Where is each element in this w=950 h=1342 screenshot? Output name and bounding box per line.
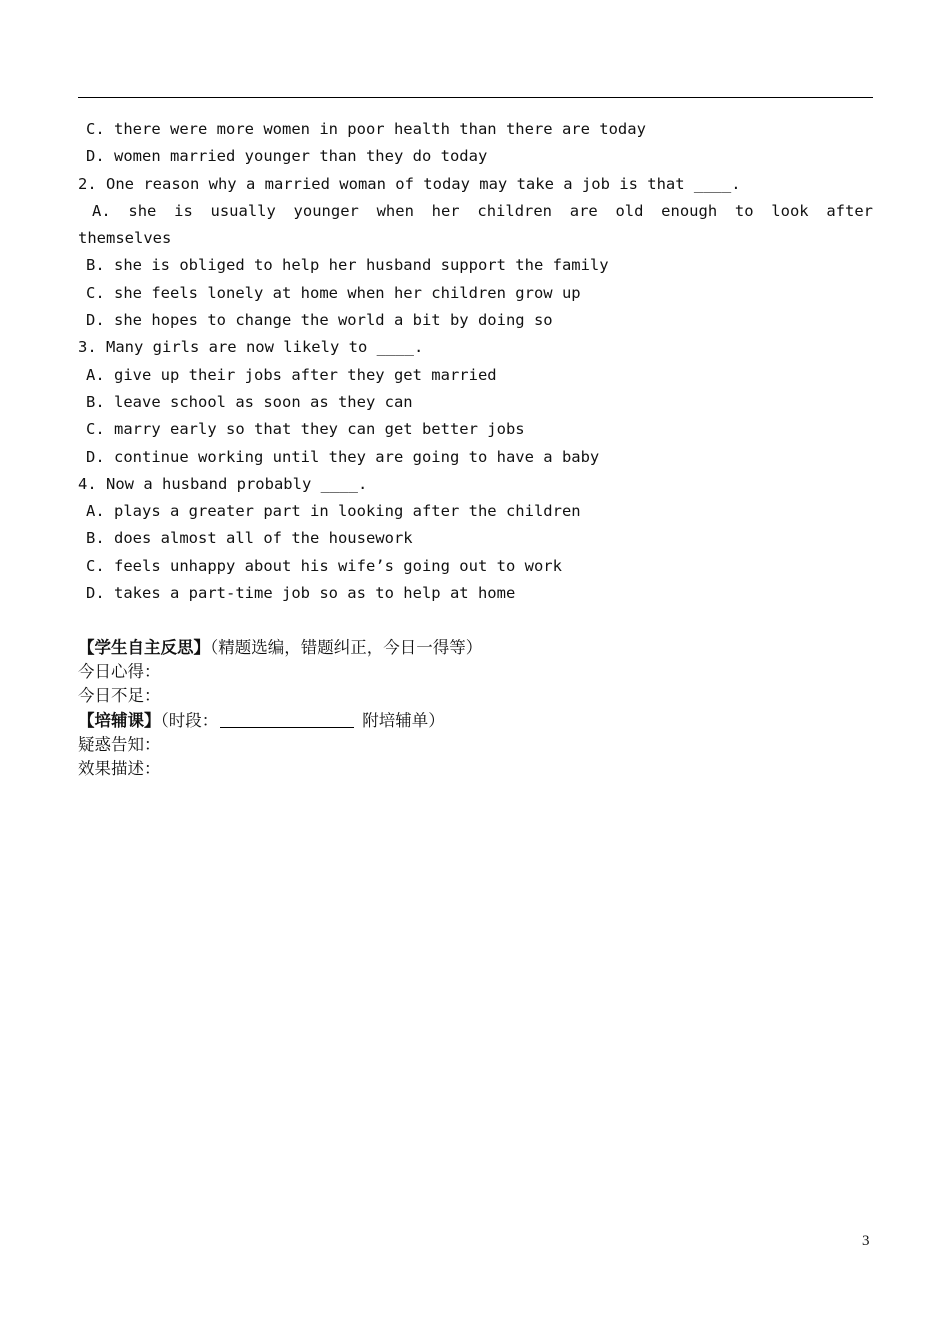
reflection-section: [78, 636, 873, 781]
question-stem: 2. One reason why a married woman of today may take a job is that ____.: [78, 174, 741, 193]
option-letter: D.: [86, 147, 105, 166]
option-text: plays a greater part in looking after the children: [114, 502, 581, 521]
option-text: she hopes to change the world a bit by doing so: [114, 311, 553, 330]
option-letter: A.: [86, 365, 105, 384]
option-line: [78, 362, 873, 389]
option-line: [78, 389, 873, 416]
option-text: women married younger than they do today: [114, 147, 488, 166]
option-text: marry early so that they can get better jobs: [114, 420, 525, 439]
tutoring-heading-row: [78, 709, 873, 733]
time-blank-line[interactable]: [220, 711, 354, 728]
option-text: takes a part-time job so as to help at home: [114, 584, 516, 603]
question-stem: 3. Many girls are now likely to ____.: [78, 338, 424, 357]
option-line: [78, 116, 873, 143]
doubts-label: 疑惑告知：: [78, 734, 161, 754]
option-line: [78, 553, 873, 580]
option-line: [78, 143, 873, 170]
option-text: continue working until they are going to have a baby: [114, 447, 600, 466]
option-line-continuation: themselves: [78, 229, 172, 248]
option-line: [78, 498, 873, 525]
reflection-heading: 【学生自主反思】: [78, 638, 210, 657]
reflection-heading-note: （精题选编，错题纠正，今日一得等）: [210, 638, 483, 657]
option-line: [78, 307, 873, 334]
option-letter: B.: [86, 392, 105, 411]
option-text: she feels lonely at home when her children grow up: [114, 283, 581, 302]
option-letter: D.: [86, 447, 105, 466]
option-line: [78, 444, 873, 471]
option-line: [78, 416, 873, 443]
option-line: [78, 252, 873, 279]
tutoring-heading: 【培辅课】: [78, 710, 161, 730]
option-text: give up their jobs after they get married: [114, 365, 497, 384]
option-letter: D.: [86, 311, 105, 330]
option-letter: C.: [86, 556, 105, 575]
option-text: leave school as soon as they can: [114, 392, 413, 411]
shortfall-label: 今日不足：: [78, 686, 161, 706]
option-letter: B.: [86, 256, 105, 275]
tutoring-attachment-note: 附培辅单）: [362, 710, 445, 730]
question-content: [78, 116, 873, 607]
option-text: she is obliged to help her husband support the family: [114, 256, 609, 275]
option-letter: B.: [86, 529, 105, 548]
option-line-wrapped: A. she is usually younger when her children are old enough to look after: [92, 201, 873, 220]
header-rule: [78, 97, 873, 98]
option-letter: C.: [86, 120, 105, 138]
option-letter: A.: [86, 502, 105, 521]
option-letter: C.: [86, 420, 105, 439]
option-text: there were more women in poor health than there are today: [114, 120, 646, 138]
page-number: 3: [862, 1233, 870, 1249]
option-text: does almost all of the housework: [114, 529, 413, 548]
tutoring-time-label: （时段：: [160, 710, 219, 730]
option-line: [78, 280, 873, 307]
option-line: [78, 580, 873, 607]
effect-label: 效果描述：: [78, 758, 161, 778]
option-line: [78, 525, 873, 552]
reflection-heading-row: [78, 636, 873, 660]
question-stem: 4. Now a husband probably ____.: [78, 474, 368, 493]
option-letter: C.: [86, 283, 105, 302]
option-letter: D.: [86, 584, 105, 603]
gain-label: 今日心得：: [78, 662, 161, 682]
option-text: feels unhappy about his wife’s going out to work: [114, 556, 562, 575]
